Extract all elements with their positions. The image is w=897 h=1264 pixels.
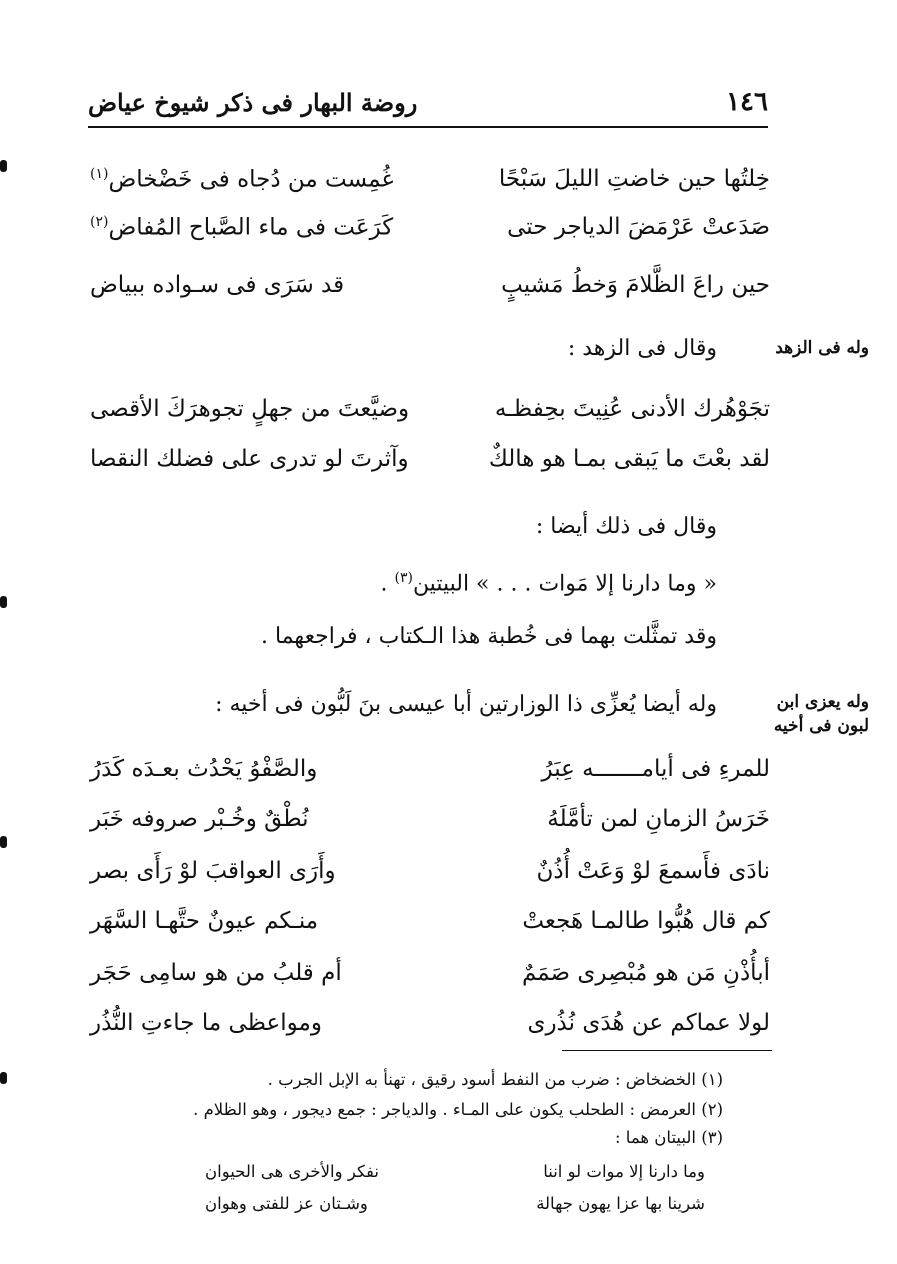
page-number: ١٤٦ xyxy=(726,87,768,117)
reference-note: وقد تمثَّلت بهما فى خُطبة هذا الـكتاب ، فراجعهما . xyxy=(261,624,717,649)
verse-line xyxy=(90,262,770,308)
footnote-rule xyxy=(562,1050,772,1051)
verse-first-hemistich: تجَوْهُرك الأدنى عُنِيتَ بحِفظـه xyxy=(494,396,770,422)
verse-second-hemistich: وآثرتَ لو تدرى على فضلك النقصا xyxy=(90,446,409,472)
verse-first-hemistich: خِلتُها حين خاضتِ الليلَ سَبْحًا xyxy=(498,166,770,192)
verse-line xyxy=(90,848,770,894)
verse-line xyxy=(90,156,770,202)
verse-second-hemistich: وأَرَى العواقبَ لوْ رَأَى بصر xyxy=(90,858,336,884)
footnote-marker: (٢) xyxy=(90,213,109,230)
verse-second-hemistich: منـكم عيونٌ حتَّهـا السَّهَر xyxy=(90,908,319,934)
section-intro-also: وقال فى ذلك أيضا : xyxy=(535,514,717,539)
verse-first-hemistich: وما دارنا إلا موات لو اننا xyxy=(543,1162,705,1181)
footnote-marker: (٣) xyxy=(394,570,413,586)
section-intro-zuhd: وقال فى الزهد : xyxy=(567,336,717,361)
header-rule xyxy=(88,126,768,128)
verse-second-hemistich: ومواعظى ما جاءتِ النُّذُر xyxy=(90,1010,322,1036)
verse-first-hemistich: كم قال هُبُّوا طالمـا هَجعتْ xyxy=(522,908,770,934)
footnote-marker: (١) xyxy=(90,165,109,182)
scan-mark xyxy=(0,596,7,608)
verse-first-hemistich: نادَى فأَسمعَ لوْ وَعَتْ أُذُنٌ xyxy=(536,858,770,884)
verse-first-hemistich: أبأُذْنِ مَن هو مُبْصِرى صَمَمٌ xyxy=(521,960,770,986)
verse-line xyxy=(90,746,770,792)
verse-line xyxy=(90,204,770,250)
verse-second-hemistich: غُمِست من دُجاه فى خَضْخاض$^{(١)}$ xyxy=(90,165,394,193)
verse-line xyxy=(90,950,770,996)
scan-mark xyxy=(0,1072,7,1084)
margin-note-taziya: وله يعزى ابن لبون فى أخيه xyxy=(773,692,869,736)
verse-second-hemistich: كَرَعَت فى ماء الصَّباح المُفاض$^{(٢)}$ xyxy=(90,213,394,241)
verse-second-hemistich: قد سَرَى فى سـواده ببياض xyxy=(90,272,345,298)
verse-first-hemistich: لولا عماكم عن هُدَى نُذُرى xyxy=(527,1010,770,1036)
verse-second-hemistich: أم قلبُ من هو سامِى حَجَر xyxy=(90,960,342,986)
footnote: (٢) العرمض : الطحلب يكون على المـاء . والدياجر : جمع ديجور ، وهو الظلام . xyxy=(193,1100,723,1119)
verse-line xyxy=(90,386,770,432)
verse-first-hemistich: خَرَسُ الزمانِ لمن تأمَّلَهُ xyxy=(547,806,770,832)
verse-first-hemistich: حين راعَ الظَّلامَ وَخطُ مَشيبٍ xyxy=(501,272,770,298)
verse-second-hemistich: نُطْقٌ وخُـبْر صروفه خَبَر xyxy=(90,806,309,832)
verse-line xyxy=(90,1000,770,1046)
section-intro-taziya: وله أيضا يُعزِّى ذا الوزارتين أبا عيسى بنَ لَبُّون فى أخيه : xyxy=(215,692,717,717)
verse-second-hemistich: وشـتان عز للفتى وهوان xyxy=(205,1194,368,1213)
verse-first-hemistich: شرينا بها عزا يهون جهالة xyxy=(536,1194,705,1213)
scan-mark xyxy=(0,160,7,172)
footnote-verse-line xyxy=(205,1194,705,1213)
verse-second-hemistich: نفكر والأخرى هى الحيوان xyxy=(205,1162,379,1181)
verse-second-hemistich: والصَّفْوُ يَحْدُث بعـدَه كَدَرُ xyxy=(90,756,318,782)
running-title: روضة البهار فى ذكر شيوخ عياض xyxy=(88,87,418,117)
quoted-verse: « وما دارنا إلا مَوات . . . » البيتين$^{(٣)}$ . xyxy=(380,570,717,597)
footnote: (٣) البيتان هما : xyxy=(614,1128,723,1147)
verse-line xyxy=(90,898,770,944)
scan-mark xyxy=(0,836,7,848)
footnote-verse-line xyxy=(205,1162,705,1181)
margin-note-zuhd: وله فى الزهد xyxy=(775,338,869,358)
verse-first-hemistich: لقد بعْتَ ما يَبقى بمـا هو هالكٌ xyxy=(488,446,770,472)
verse-second-hemistich: وضيَّعتَ من جهلٍ تجوهرَكَ الأقصى xyxy=(90,396,410,422)
verse-first-hemistich: للمرءِ فى أيامـــــــه عِبَرُ xyxy=(541,756,770,782)
verse-first-hemistich: صَدَعتْ عَرْمَضَ الدياجر حتى xyxy=(507,214,770,240)
verse-line xyxy=(90,796,770,842)
verse-line xyxy=(90,436,770,482)
footnote: (١) الخضخاض : ضرب من النفط أسود رقيق ، تهنأ به الإبل الجرب . xyxy=(267,1070,723,1089)
page-header xyxy=(88,82,768,122)
